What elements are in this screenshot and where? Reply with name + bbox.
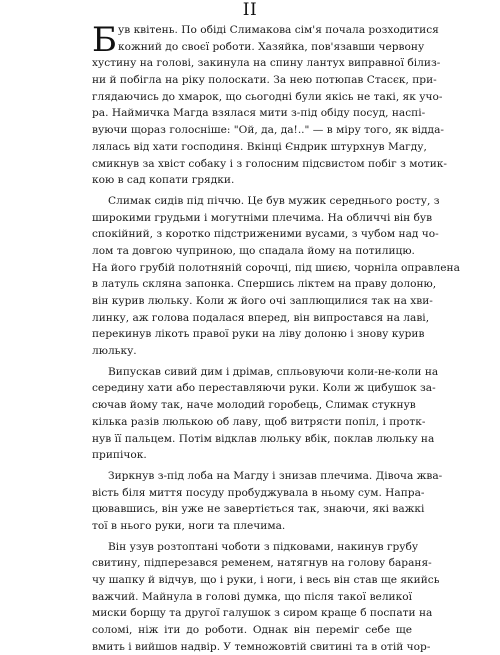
text-line: чу шапку й відчув, що і руки, і ноги, і весь він став ще якийсь (92, 574, 440, 586)
body-text (92, 20, 460, 655)
text-line: ув квітень. По обіді Слимакова сім'я почала розходитися (118, 24, 439, 36)
paragraph (92, 193, 460, 360)
text-line: вмить і вийшов надвір. У темножовтій свитині та в отій чор- (92, 640, 431, 653)
text-line: линку, аж голова подалася вперед, він випростався на лаві, (92, 311, 430, 324)
text-line: в латуль скляна запонка. Спершись ліктем на праву долоню, (92, 278, 437, 291)
text-line: кою в сад копати грядки. (92, 174, 235, 187)
text-line: миски борщу та другої галушок з сиром краще б поспати на (92, 607, 433, 620)
text-line: смикнув за хвіст собаку і з голосним підсвистом побіг з мотик- (92, 157, 447, 170)
text-line: вість біля миття посуду пробуджувала в ньому сум. Напра- (92, 486, 425, 499)
text-line: ра. Наймичка Магда взялася мити з-під обіду посуд, наспі- (92, 107, 426, 120)
text-line: хустину на голові, закинула на спину лантух виправної білиз- (92, 57, 441, 70)
text-line: кілька разів люлькою об лаву, щоб витрясти попіл, і протк- (92, 415, 426, 428)
text-line: припічок. (92, 449, 147, 462)
text-line: На його грубій полотняній сорочці, під шиєю, чорніла оправлена (92, 261, 460, 274)
text-line: ни й побігла на ріку полоскати. За нею потюпав Стасєк, при- (92, 74, 437, 87)
text-line: глядаючись до хмарок, що сьогодні були якісь не такі, як учо- (92, 90, 443, 103)
text-line: тої в нього руки, ноги та плечима. (92, 519, 286, 532)
text-line: лялась від хати господиня. Вкінці Єндрик штурхнув Магду, (92, 140, 427, 153)
text-line: цювавшись, він уже не завертіється так, знаючи, які важкі (92, 503, 425, 516)
text-line: сючав йому так, наче молодий горобець, Слимак стукнув (92, 399, 416, 412)
drop-cap: Б (92, 20, 117, 60)
text-line: нув її пальцем. Потім відклав люльку вбік, поклав люльку на (92, 432, 435, 445)
text-line: перекинув лікоть правої руки на ліву долоню і знову курив (92, 328, 425, 341)
text-line: він курив люльку. Коли ж його очі заплющилися так на хви- (92, 295, 433, 307)
text-line: Випускав сивий дим і дрімав, спльовуючи коли-не-коли на (108, 365, 439, 378)
text-line: важчий. Майнула в голові думка, що після такої великої (92, 590, 412, 603)
text-line: свитину, підперезався ременем, натягнув на голову бараня- (92, 557, 432, 570)
text-line: вуючи щораз голосніше: "Ой, да, да!.." — в міру того, як віддa- (92, 124, 444, 137)
text-line: кожний до своєї роботи. Хазяйка, пов'язавши червону (118, 40, 425, 53)
text-line: спокійний, з коротко підстриженими вусами, з чубом над чо- (92, 228, 439, 241)
text-line: соломі, ніж іти до роботи. Однак він переміг себе ще (92, 624, 412, 637)
text-line: середину хати або переставляючи руки. Коли ж цибушок за- (92, 382, 436, 395)
paragraph (92, 468, 443, 535)
paragraph (92, 364, 439, 464)
text-line: люльку. (92, 345, 137, 358)
text-line: Зиркнув з-під лоба на Магду і знизав плечима. Дівоча жва- (108, 469, 443, 482)
chapter-number: II (242, 0, 258, 20)
text-line: Він узув розтоптані чоботи з підковами, накинув грубу (108, 540, 419, 553)
paragraphs (92, 22, 460, 655)
text-line: лом та довгою чуприною, що спадала йому на потилицю. (92, 244, 415, 257)
text-line: широкими грудьми і могутніми плечима. На обличчі він був (92, 211, 433, 224)
paragraph (92, 22, 447, 189)
text-line: Слимак сидів під піччю. Це був мужик середнього росту, з (108, 194, 440, 207)
paragraph (92, 539, 440, 655)
